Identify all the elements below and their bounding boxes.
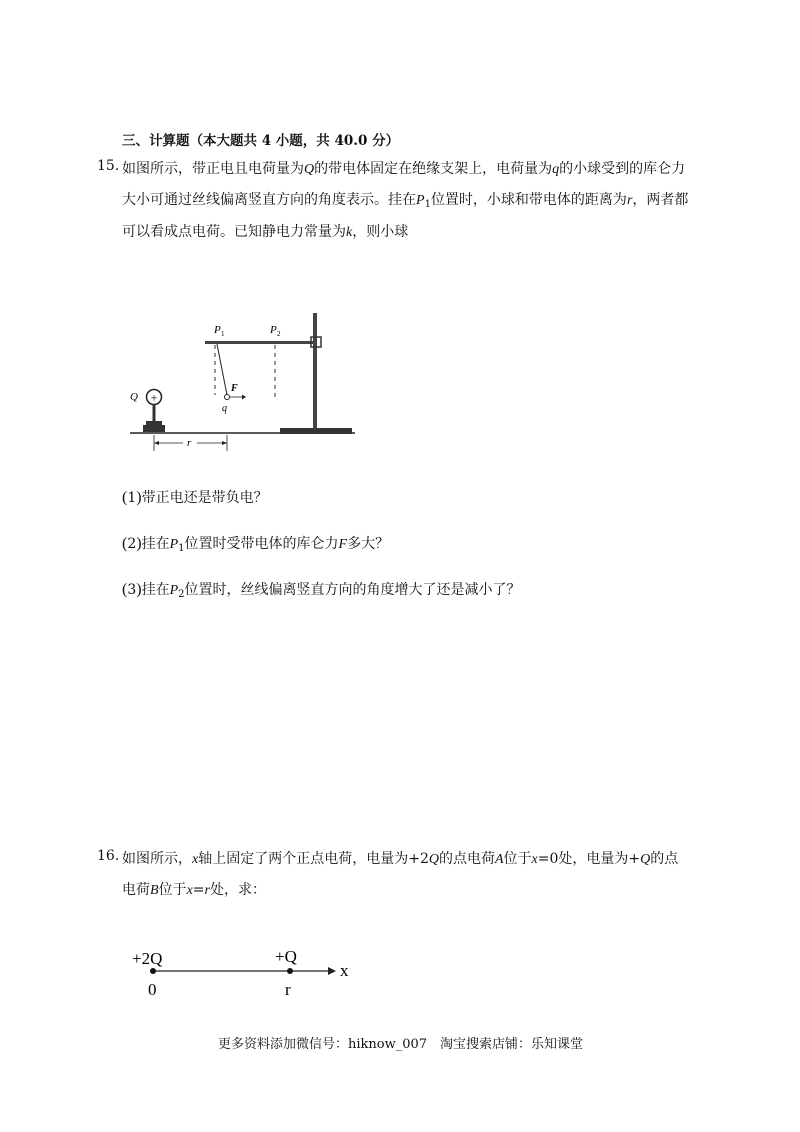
q16-number: 16. [97,848,120,864]
p1-label: P [214,324,221,336]
insulating-post [153,404,156,422]
horizontal-rod [205,341,317,344]
stand-pole [313,313,317,429]
f-label: F [231,383,238,394]
thread [217,344,227,395]
p1-sub: 1 [221,330,225,338]
charge-a-label: +2Q [132,949,163,968]
q15-figure [125,305,360,455]
p2-label: P [270,324,277,336]
q16-line-1: 如图所示，x轴上固定了两个正点电荷，电量为+2Q的点电荷A位于x=0处，电量为+Q的点 [122,851,679,867]
q15-sub-3: (3)挂在$P_2$位置时，丝线偏离竖直方向的角度增大了还是减小了？ [122,581,521,600]
r-arrow-left [154,441,159,445]
pos-a-label: 0 [148,980,157,999]
axis-label: x [340,961,349,980]
q15-sub-1: (1)带正电还是带负电？ [122,489,268,506]
r-label: r [187,437,192,449]
charge-q-label: Q [130,391,138,403]
ball [225,395,230,400]
footer-text: 更多资料添加微信号：hiknow_007 淘宝搜索店铺：乐知课堂 [218,1037,584,1052]
q16-line-2: 电荷B位于x=r处，求： [122,882,266,898]
charge-b-label: +Q [275,947,297,966]
q16-figure [120,940,360,1000]
pos-b-label: r [285,980,291,999]
q15-line-1: 如图所示，带正电且电荷量为Q的带电体固定在绝缘支架上，电荷量为q的小球受到的库仑力 [122,161,686,177]
section-title: 三、计算题（本大题共 4 小题，共 40.0 分） [122,133,400,149]
x-axis-arrow [328,967,336,975]
post-base-top [146,421,162,425]
q15-number: 15. [97,158,120,174]
charge-b-dot [287,968,293,974]
post-base-bottom [143,425,165,432]
charge-a-dot [150,968,156,974]
q15-line-3: 可以看成点电荷。已知静电力常量为k，则小球 [122,224,409,240]
q-label: q [222,403,227,414]
plus-sign: + [150,390,158,405]
force-arrow-head [242,395,246,400]
r-arrow-right [222,441,227,445]
p2-sub: 2 [277,330,281,338]
q15-line-2: 大小可通过丝线偏离竖直方向的角度表示。挂在$P_1$位置时，小球和带电体的距离为r，两者都 [122,192,689,210]
q15-sub-2: (2)挂在$P_1$位置时受带电体的库仑力F多大？ [122,535,390,554]
